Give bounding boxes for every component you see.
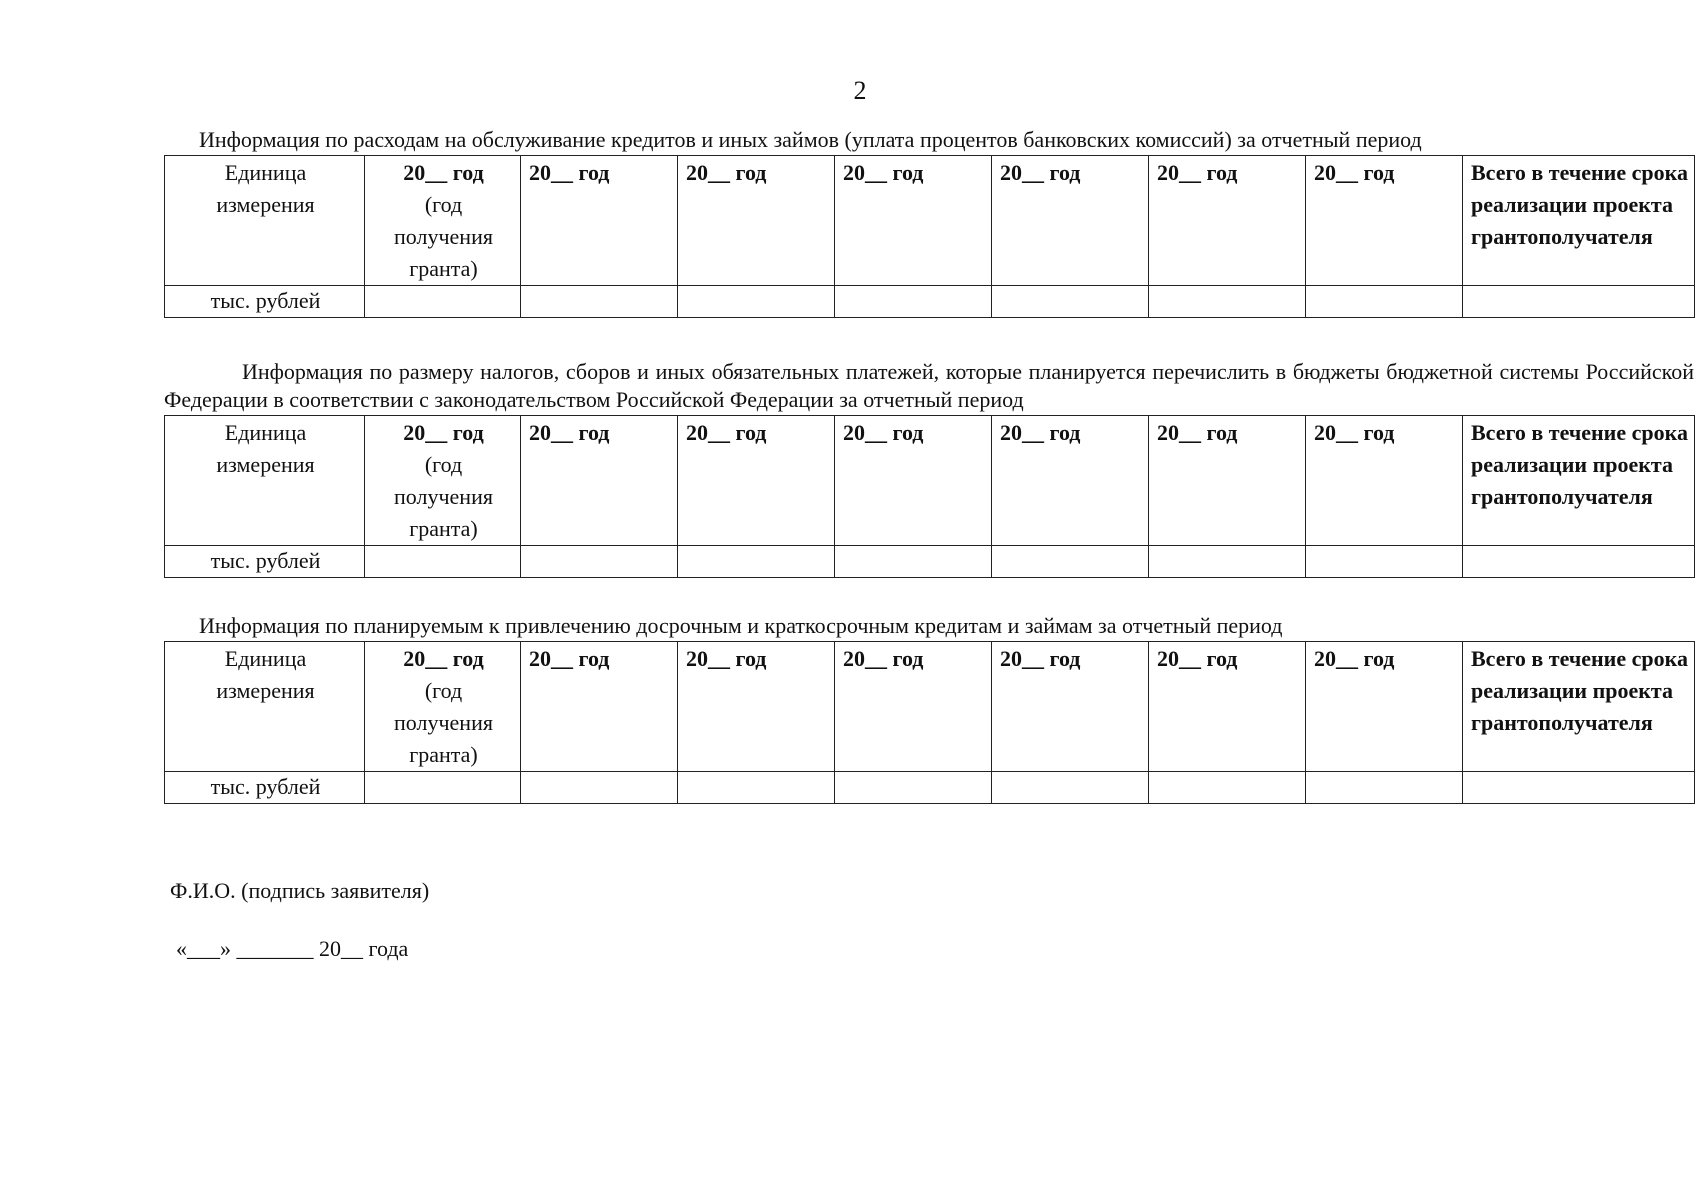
unit-row <box>165 286 1695 318</box>
value-cell[interactable] <box>835 546 992 578</box>
value-cell[interactable] <box>521 546 678 578</box>
first-year-label: 20__ год <box>403 160 484 185</box>
value-cell[interactable] <box>678 772 835 804</box>
year-header-cell: 20__ год <box>1149 156 1306 286</box>
value-cell[interactable] <box>521 772 678 804</box>
caption-taxes: Информация по размеру налогов, сборов и иных обязательных платежей, которые планируется перечислить в бюджеты бюджетной системы Российской Федерации в соответствии с законодательством Российской Федерации за отчетный период <box>164 359 1694 412</box>
year-header-cell: 20__ год <box>521 416 678 546</box>
first-year-note: (год получения гранта) <box>394 192 493 281</box>
year-header-cell: 20__ год <box>992 642 1149 772</box>
section-taxes <box>164 358 1694 578</box>
value-cell[interactable] <box>1306 546 1463 578</box>
year-header-cell: 20__ год <box>1306 642 1463 772</box>
unit-row <box>165 772 1695 804</box>
year-header-cell: 20__ год <box>992 416 1149 546</box>
value-cell[interactable] <box>1149 772 1306 804</box>
year-header-cell: 20__ год <box>1306 156 1463 286</box>
value-cell[interactable] <box>678 546 835 578</box>
value-cell[interactable] <box>365 772 521 804</box>
year-header-cell: 20__ год <box>1306 416 1463 546</box>
value-cell[interactable] <box>1149 286 1306 318</box>
unit-value-cell: тыс. рублей <box>165 286 365 318</box>
table-taxes <box>164 415 1695 578</box>
year-header-cell: 20__ год <box>835 642 992 772</box>
section-short-term-loans <box>164 612 1694 804</box>
applicant-signature-label: Ф.И.О. (подпись заявителя) <box>170 878 430 903</box>
value-cell[interactable] <box>835 286 992 318</box>
first-year-note: (год получения гранта) <box>394 452 493 541</box>
first-year-header-cell <box>365 156 521 286</box>
unit-value-cell: тыс. рублей <box>165 546 365 578</box>
date-line: «___» _______ 20__ года <box>176 936 409 961</box>
total-header-cell: Всего в течение срока реализации проекта грантополучателя <box>1463 416 1695 546</box>
unit-header-cell: Единица измерения <box>165 416 365 546</box>
header-row <box>165 642 1695 772</box>
unit-row <box>165 546 1695 578</box>
year-header-cell: 20__ год <box>521 156 678 286</box>
year-header-cell: 20__ год <box>1149 642 1306 772</box>
total-header-cell: Всего в течение срока реализации проекта грантополучателя <box>1463 642 1695 772</box>
table-short-term-loans <box>164 641 1695 804</box>
first-year-label: 20__ год <box>403 420 484 445</box>
value-cell[interactable] <box>1463 546 1695 578</box>
unit-header-cell: Единица измерения <box>165 642 365 772</box>
table-loan-expenses <box>164 155 1695 318</box>
year-header-cell: 20__ год <box>1149 416 1306 546</box>
value-cell[interactable] <box>678 286 835 318</box>
value-cell[interactable] <box>1463 772 1695 804</box>
first-year-note: (год получения гранта) <box>394 678 493 767</box>
value-cell[interactable] <box>521 286 678 318</box>
total-header-cell: Всего в течение срока реализации проекта грантополучателя <box>1463 156 1695 286</box>
value-cell[interactable] <box>1306 286 1463 318</box>
value-cell[interactable] <box>992 546 1149 578</box>
value-cell[interactable] <box>992 286 1149 318</box>
header-row <box>165 416 1695 546</box>
value-cell[interactable] <box>1463 286 1695 318</box>
value-cell[interactable] <box>1306 772 1463 804</box>
first-year-label: 20__ год <box>403 646 484 671</box>
first-year-header-cell <box>365 642 521 772</box>
year-header-cell: 20__ год <box>678 642 835 772</box>
year-header-cell: 20__ год <box>678 156 835 286</box>
section-loan-expenses <box>164 126 1694 318</box>
caption-loan-expenses: Информация по расходам на обслуживание кредитов и иных займов (уплата процентов банковских комиссий) за отчетный период <box>199 127 1422 152</box>
unit-header-cell: Единица измерения <box>165 156 365 286</box>
caption-short-term-loans: Информация по планируемым к привлечению досрочным и краткосрочным кредитам и займам за отчетный период <box>199 613 1283 638</box>
unit-value-cell: тыс. рублей <box>165 772 365 804</box>
year-header-cell: 20__ год <box>992 156 1149 286</box>
value-cell[interactable] <box>835 772 992 804</box>
page-number: 2 <box>853 76 867 105</box>
value-cell[interactable] <box>992 772 1149 804</box>
value-cell[interactable] <box>365 546 521 578</box>
year-header-cell: 20__ год <box>835 416 992 546</box>
value-cell[interactable] <box>1149 546 1306 578</box>
first-year-header-cell <box>365 416 521 546</box>
header-row <box>165 156 1695 286</box>
value-cell[interactable] <box>365 286 521 318</box>
year-header-cell: 20__ год <box>521 642 678 772</box>
year-header-cell: 20__ год <box>835 156 992 286</box>
year-header-cell: 20__ год <box>678 416 835 546</box>
